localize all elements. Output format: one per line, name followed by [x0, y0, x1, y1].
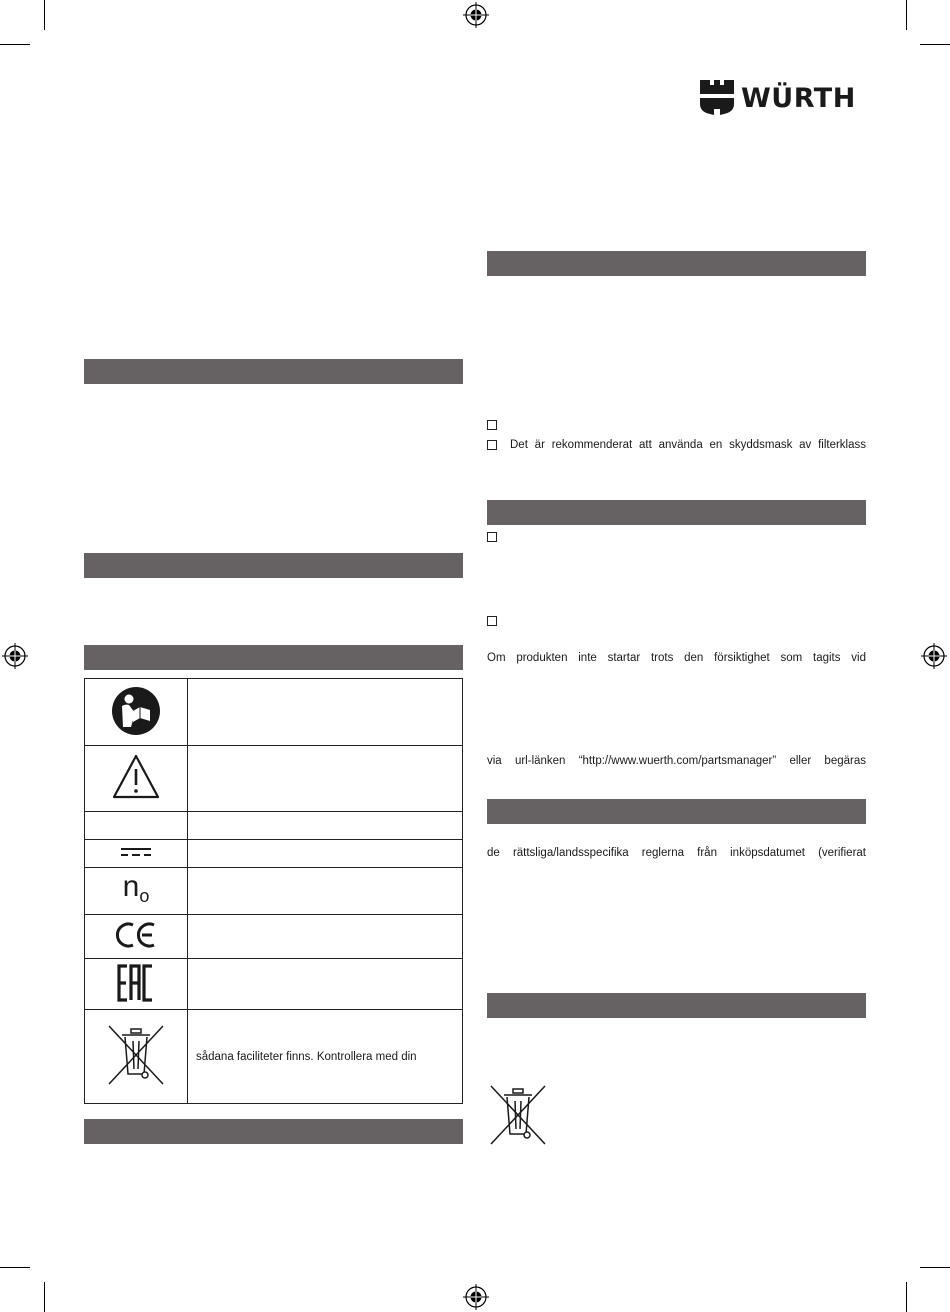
crossed-bin-icon — [488, 1084, 548, 1146]
no-load-speed-icon — [122, 869, 150, 906]
section-header-bar — [487, 251, 866, 276]
symbol-cell — [85, 679, 188, 746]
bullet-checkbox — [487, 420, 497, 430]
symbol-cell — [85, 746, 188, 812]
read-manual-icon — [111, 686, 161, 736]
symbol-description — [188, 746, 463, 812]
bullet-checkbox — [487, 440, 497, 450]
bullet-checkbox — [487, 532, 497, 542]
bullet-checkbox — [487, 616, 497, 626]
direct-current-icon — [120, 846, 152, 858]
section-header-bar — [487, 993, 866, 1018]
crop-mark — [920, 1267, 950, 1268]
no-load-symbol: n — [122, 869, 140, 903]
section-header-bar — [84, 1119, 463, 1144]
crop-mark — [44, 0, 45, 30]
symbol-cell — [85, 840, 188, 868]
registration-mark-icon — [2, 643, 28, 669]
crop-mark — [0, 1267, 30, 1268]
section-header-bar — [487, 799, 866, 824]
section-header-bar — [487, 500, 866, 525]
no-load-subscript: o — [139, 885, 150, 906]
symbol-description — [188, 959, 463, 1010]
symbol-description — [188, 679, 463, 746]
symbol-row — [85, 840, 463, 868]
symbol-row — [85, 679, 463, 746]
symbol-description — [188, 915, 463, 959]
symbol-description — [188, 812, 463, 840]
wurth-logo — [700, 80, 856, 116]
crop-mark — [0, 44, 30, 45]
body-text-line: via url-länken “http://www.wuerth.com/partsmanager” eller begäras — [487, 755, 866, 767]
ce-mark-icon — [115, 921, 157, 949]
registration-mark-icon — [463, 1284, 489, 1310]
symbol-cell — [85, 812, 188, 840]
symbol-description: sådana faciliteter finns. Kontrollera med din — [188, 1010, 463, 1104]
symbol-cell — [85, 959, 188, 1010]
symbol-row — [85, 959, 463, 1010]
symbol-cell — [85, 868, 188, 915]
registration-mark-icon — [463, 2, 489, 28]
crop-mark — [920, 44, 950, 45]
symbol-table — [84, 678, 463, 1104]
wurth-logo-icon — [700, 80, 734, 116]
symbol-description — [188, 840, 463, 868]
eac-mark-icon — [116, 964, 156, 1002]
symbol-row — [85, 812, 463, 840]
crop-mark — [906, 1282, 907, 1312]
warning-triangle-icon — [111, 753, 161, 801]
symbol-cell — [85, 915, 188, 959]
body-text-line: Det är rekommenderat att använda en skyddsmask av filterklass — [510, 439, 866, 451]
symbol-row — [85, 868, 463, 915]
symbol-row — [85, 915, 463, 959]
body-text-line: Om produkten inte startar trots den försiktighet som tagits vid — [487, 652, 866, 664]
crop-mark — [44, 1282, 45, 1312]
brand-name: WÜRTH — [741, 82, 856, 114]
section-header-bar — [84, 553, 463, 578]
symbol-row — [85, 1010, 463, 1104]
crop-mark — [906, 0, 907, 30]
symbol-description — [188, 868, 463, 915]
symbol-cell — [85, 1010, 188, 1104]
section-header-bar — [84, 645, 463, 670]
crossed-bin-icon — [107, 1024, 165, 1086]
section-header-bar — [84, 359, 463, 384]
body-text-line: de rättsliga/landsspecifika reglerna från inköpsdatumet (verifierat — [487, 847, 866, 859]
symbol-row — [85, 746, 463, 812]
registration-mark-icon — [921, 643, 947, 669]
